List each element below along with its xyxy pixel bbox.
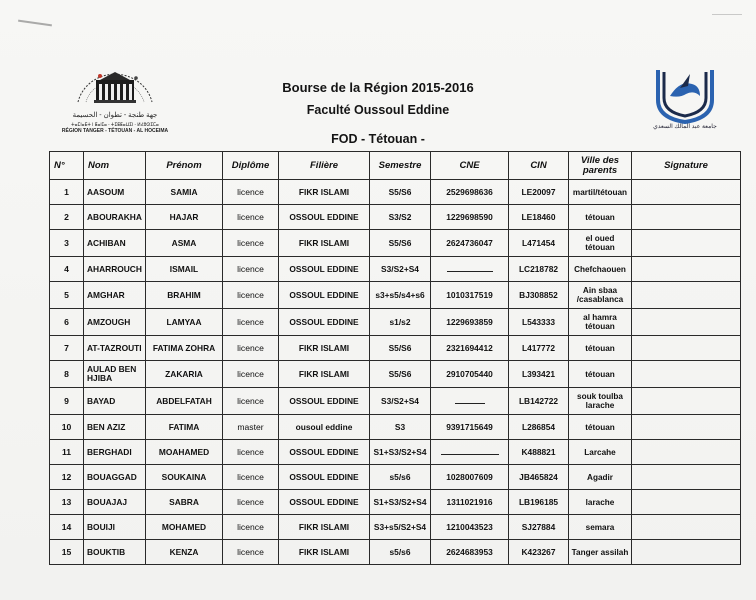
parents-city: tétouan: [569, 205, 632, 230]
row-number: 10: [50, 415, 84, 440]
diploma: licence: [223, 515, 279, 540]
row-number: 12: [50, 465, 84, 490]
student-first-name: ZAKARIA: [146, 361, 223, 388]
column-header: Semestre: [370, 152, 431, 180]
parents-city: Agadir: [569, 465, 632, 490]
scholarship-table: [49, 151, 741, 565]
student-last-name: AT-TAZROUTI: [84, 336, 146, 361]
document-title: Bourse de la Région 2015-2016: [282, 80, 474, 95]
field-of-study: FIKR ISLAMI: [279, 540, 370, 565]
student-last-name: AULAD BEN HJIBA: [84, 361, 146, 388]
university-logo: [650, 66, 720, 138]
region-arabic-caption: جهة طنجة - تطوان - الحسيمة: [72, 112, 158, 119]
student-first-name: MOAHAMED: [146, 440, 223, 465]
field-of-study: OSSOUL EDDINE: [279, 490, 370, 515]
signature-cell: [632, 282, 741, 309]
student-last-name: AASOUM: [84, 180, 146, 205]
row-number: 13: [50, 490, 84, 515]
student-last-name: AHARROUCH: [84, 257, 146, 282]
table-row: [50, 336, 741, 361]
cne-number: 2321694412: [431, 336, 509, 361]
row-number: 11: [50, 440, 84, 465]
row-number: 15: [50, 540, 84, 565]
student-first-name: HAJAR: [146, 205, 223, 230]
student-first-name: FATIMA: [146, 415, 223, 440]
signature-cell: [632, 465, 741, 490]
signature-cell: [632, 440, 741, 465]
row-number: 9: [50, 388, 84, 415]
student-first-name: SABRA: [146, 490, 223, 515]
faculty-name: Faculté Oussoul Eddine: [306, 103, 450, 117]
table-header-row: [50, 152, 741, 180]
semester: S1+S3/S2+S4: [370, 440, 431, 465]
student-first-name: FATIMA ZOHRA: [146, 336, 223, 361]
cin-number: K423267: [509, 540, 569, 565]
signature-cell: [632, 309, 741, 336]
cne-number: 1229698590: [431, 205, 509, 230]
scan-mark: [18, 20, 52, 27]
student-last-name: ABOURAKHA: [84, 205, 146, 230]
parents-city: Ain sbaa /casablanca: [569, 282, 632, 309]
row-number: 6: [50, 309, 84, 336]
cne-number: 2624683953: [431, 540, 509, 565]
field-of-study: FIKR ISLAMI: [279, 180, 370, 205]
cne-number: 2624736047: [431, 230, 509, 257]
table-row: [50, 205, 741, 230]
row-number: 8: [50, 361, 84, 388]
parents-city: souk toulba larache: [569, 388, 632, 415]
column-header: Diplôme: [223, 152, 279, 180]
column-header: Nom: [84, 152, 146, 180]
column-header: Filière: [279, 152, 370, 180]
signature-cell: [632, 515, 741, 540]
field-of-study: FIKR ISLAMI: [279, 336, 370, 361]
cin-number: SJ27884: [509, 515, 569, 540]
blank-line: [441, 448, 499, 455]
column-header: Signature: [632, 152, 741, 180]
region-name-caption: RÉGION TANGER - TÉTOUAN - AL HOCEIMA: [61, 128, 169, 134]
cne-number: 1229693859: [431, 309, 509, 336]
cin-number: JB465824: [509, 465, 569, 490]
semester: S3: [370, 415, 431, 440]
signature-cell: [632, 205, 741, 230]
field-of-study: ousoul eddine: [279, 415, 370, 440]
field-of-study: OSSOUL EDDINE: [279, 205, 370, 230]
parents-city: Chefchaouen: [569, 257, 632, 282]
table-row: [50, 465, 741, 490]
cin-number: L417772: [509, 336, 569, 361]
parents-city: larache: [569, 490, 632, 515]
signature-cell: [632, 257, 741, 282]
table-row: [50, 361, 741, 388]
parents-city: Larcahe: [569, 440, 632, 465]
signature-cell: [632, 361, 741, 388]
cne-number: [431, 257, 509, 282]
semester: S5/S6: [370, 361, 431, 388]
field-of-study: FIKR ISLAMI: [279, 230, 370, 257]
table-row: [50, 440, 741, 465]
column-header: N°: [50, 152, 84, 180]
semester: S3/S2+S4: [370, 257, 431, 282]
table-row: [50, 388, 741, 415]
diploma: licence: [223, 205, 279, 230]
parents-city: al hamra tétouan: [569, 309, 632, 336]
diploma: licence: [223, 180, 279, 205]
student-last-name: BEN AZIZ: [84, 415, 146, 440]
field-of-study: OSSOUL EDDINE: [279, 257, 370, 282]
cne-number: 1028007609: [431, 465, 509, 490]
region-tifinagh-caption: ⵜⴰⵎⵏⴰⴹⵜ ⵏ ⵟⴰⵏⵊⴰ - ⵜⵉⵟⵟⴰⵡⵉⵏ - ⵍⵃⵓⵙⵉⵎⴰ: [71, 122, 159, 127]
semester: s5/s6: [370, 540, 431, 565]
table-row: [50, 282, 741, 309]
table-row: [50, 540, 741, 565]
student-last-name: AMGHAR: [84, 282, 146, 309]
cin-number: L393421: [509, 361, 569, 388]
diploma: licence: [223, 230, 279, 257]
cne-number: 2910705440: [431, 361, 509, 388]
student-first-name: ABDELFATAH: [146, 388, 223, 415]
student-first-name: MOHAMED: [146, 515, 223, 540]
diploma: licence: [223, 490, 279, 515]
signature-cell: [632, 490, 741, 515]
diploma: master: [223, 415, 279, 440]
cin-number: L286854: [509, 415, 569, 440]
parents-city: el oued tétouan: [569, 230, 632, 257]
semester: s1/s2: [370, 309, 431, 336]
student-first-name: SOUKAINA: [146, 465, 223, 490]
student-first-name: KENZA: [146, 540, 223, 565]
semester: S5/S6: [370, 336, 431, 361]
row-number: 7: [50, 336, 84, 361]
parents-city: tétouan: [569, 336, 632, 361]
signature-cell: [632, 180, 741, 205]
field-of-study: OSSOUL EDDINE: [279, 388, 370, 415]
cin-number: K488821: [509, 440, 569, 465]
semester: S5/S6: [370, 230, 431, 257]
cin-number: LB196185: [509, 490, 569, 515]
student-last-name: BERGHADI: [84, 440, 146, 465]
cne-number: 2529698636: [431, 180, 509, 205]
cne-number: 1210043523: [431, 515, 509, 540]
university-arabic-caption: جامعة عبد المالك السعدي: [653, 124, 717, 130]
semester: S5/S6: [370, 180, 431, 205]
signature-cell: [632, 540, 741, 565]
parents-city: tétouan: [569, 361, 632, 388]
student-last-name: BOUKTIB: [84, 540, 146, 565]
region-logo: [60, 62, 170, 140]
parents-city: semara: [569, 515, 632, 540]
semester: S3/S2+S4: [370, 388, 431, 415]
diploma: licence: [223, 388, 279, 415]
diploma: licence: [223, 282, 279, 309]
student-first-name: SAMIA: [146, 180, 223, 205]
diploma: licence: [223, 361, 279, 388]
signature-cell: [632, 415, 741, 440]
student-first-name: ISMAIL: [146, 257, 223, 282]
diploma: licence: [223, 309, 279, 336]
blank-line: [455, 397, 485, 404]
parents-city: tétouan: [569, 415, 632, 440]
student-last-name: BOUAGGAD: [84, 465, 146, 490]
table-row: [50, 515, 741, 540]
column-header: CIN: [509, 152, 569, 180]
semester: S3/S2: [370, 205, 431, 230]
field-of-study: FIKR ISLAMI: [279, 361, 370, 388]
column-header: Ville des parents: [569, 152, 632, 180]
cin-number: LB142722: [509, 388, 569, 415]
scan-mark: [712, 14, 742, 15]
row-number: 2: [50, 205, 84, 230]
student-first-name: LAMYAA: [146, 309, 223, 336]
table-row: [50, 257, 741, 282]
student-last-name: ACHIBAN: [84, 230, 146, 257]
student-last-name: BOUIJI: [84, 515, 146, 540]
student-last-name: BAYAD: [84, 388, 146, 415]
table-row: [50, 490, 741, 515]
cin-number: LE20097: [509, 180, 569, 205]
diploma: licence: [223, 257, 279, 282]
diploma: licence: [223, 465, 279, 490]
row-number: 14: [50, 515, 84, 540]
row-number: 3: [50, 230, 84, 257]
field-of-study: OSSOUL EDDINE: [279, 309, 370, 336]
row-number: 5: [50, 282, 84, 309]
semester: S1+S3/S2+S4: [370, 490, 431, 515]
cne-number: 9391715649: [431, 415, 509, 440]
parents-city: martil/tétouan: [569, 180, 632, 205]
diploma: licence: [223, 336, 279, 361]
cne-number: 1010317519: [431, 282, 509, 309]
field-of-study: OSSOUL EDDINE: [279, 440, 370, 465]
table-row: [50, 309, 741, 336]
field-of-study: OSSOUL EDDINE: [279, 465, 370, 490]
table-row: [50, 180, 741, 205]
table-row: [50, 415, 741, 440]
cin-number: LE18460: [509, 205, 569, 230]
student-first-name: BRAHIM: [146, 282, 223, 309]
blank-line: [447, 265, 493, 272]
signature-cell: [632, 388, 741, 415]
signature-cell: [632, 336, 741, 361]
student-last-name: AMZOUGH: [84, 309, 146, 336]
field-of-study: FIKR ISLAMI: [279, 515, 370, 540]
cne-number: [431, 388, 509, 415]
diploma: licence: [223, 440, 279, 465]
column-header: Prénom: [146, 152, 223, 180]
column-header: CNE: [431, 152, 509, 180]
cin-number: BJ308852: [509, 282, 569, 309]
cin-number: L471454: [509, 230, 569, 257]
semester: S3+s5/S2+S4: [370, 515, 431, 540]
parents-city: Tanger assilah: [569, 540, 632, 565]
field-of-study: OSSOUL EDDINE: [279, 282, 370, 309]
cne-number: [431, 440, 509, 465]
campus-name: FOD - Tétouan -: [331, 132, 425, 146]
diploma: licence: [223, 540, 279, 565]
semester: s3+s5/s4+s6: [370, 282, 431, 309]
signature-cell: [632, 230, 741, 257]
student-last-name: BOUAJAJ: [84, 490, 146, 515]
cin-number: L543333: [509, 309, 569, 336]
row-number: 1: [50, 180, 84, 205]
cin-number: LC218782: [509, 257, 569, 282]
table-row: [50, 230, 741, 257]
row-number: 4: [50, 257, 84, 282]
cne-number: 1311021916: [431, 490, 509, 515]
student-first-name: ASMA: [146, 230, 223, 257]
semester: s5/s6: [370, 465, 431, 490]
